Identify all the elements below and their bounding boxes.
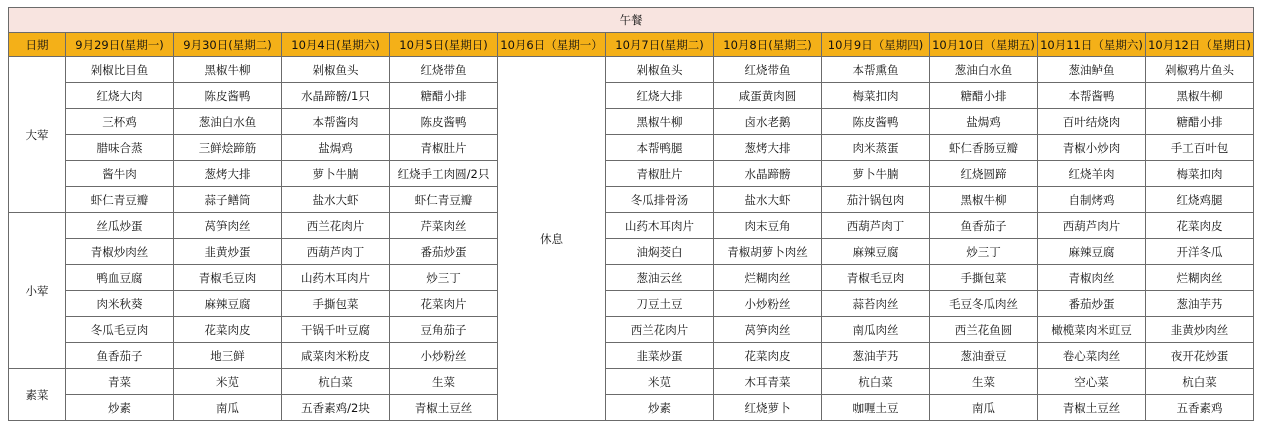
dish-cell[interactable]: 南瓜肉丝 <box>822 317 930 343</box>
dish-cell[interactable]: 山药木耳肉片 <box>282 265 390 291</box>
menu-row <box>9 161 1254 187</box>
dish-cell[interactable]: 鱼香茄子 <box>930 213 1038 239</box>
dish-cell[interactable]: 梅菜扣肉 <box>1146 161 1254 187</box>
dish-cell[interactable]: 咸菜肉米粉皮 <box>282 343 390 369</box>
header-date-cell[interactable]: 10月6日（星期一） <box>498 33 606 57</box>
dish-cell[interactable]: 红烧带鱼 <box>390 57 498 83</box>
dish-cell[interactable]: 西葫芦肉丁 <box>822 213 930 239</box>
dish-cell[interactable]: 黑椒牛柳 <box>174 57 282 83</box>
dish-cell[interactable]: 青椒肉丝 <box>1038 265 1146 291</box>
dish-cell[interactable]: 青椒小炒肉 <box>1038 135 1146 161</box>
dish-cell[interactable]: 盐焗鸡 <box>930 109 1038 135</box>
dish-cell[interactable]: 花菜肉片 <box>390 291 498 317</box>
dish-cell[interactable]: 麻辣豆腐 <box>1038 239 1146 265</box>
dish-cell[interactable]: 番茄炒蛋 <box>1038 291 1146 317</box>
dish-cell[interactable]: 冬瓜毛豆肉 <box>66 317 174 343</box>
dish-cell[interactable]: 杭白菜 <box>1146 369 1254 395</box>
dish-cell[interactable]: 手撕包菜 <box>282 291 390 317</box>
dish-cell[interactable]: 本帮酱鸭 <box>1038 83 1146 109</box>
dish-cell[interactable]: 炒三丁 <box>930 239 1038 265</box>
dish-cell[interactable]: 青椒毛豆肉 <box>822 265 930 291</box>
dish-cell[interactable]: 烂糊肉丝 <box>714 265 822 291</box>
header-date-cell[interactable]: 10月7日(星期二) <box>606 33 714 57</box>
dish-cell[interactable]: 葱油白水鱼 <box>174 109 282 135</box>
dish-cell[interactable]: 花菜肉皮 <box>174 317 282 343</box>
header-date-cell[interactable]: 10月10日（星期五) <box>930 33 1038 57</box>
dish-cell[interactable]: 炒素 <box>606 395 714 421</box>
menu-row <box>9 135 1254 161</box>
menu-row <box>9 83 1254 109</box>
dish-cell[interactable]: 韭黄炒蛋 <box>174 239 282 265</box>
dish-cell[interactable]: 番茄炒蛋 <box>390 239 498 265</box>
menu-row <box>9 109 1254 135</box>
dish-cell[interactable]: 黑椒牛柳 <box>930 187 1038 213</box>
dish-cell[interactable]: 虾仁青豆瓣 <box>66 187 174 213</box>
dish-cell[interactable]: 韭菜炒蛋 <box>606 343 714 369</box>
dish-cell[interactable]: 西兰花肉片 <box>606 317 714 343</box>
dish-cell[interactable]: 梅菜扣肉 <box>822 83 930 109</box>
dish-cell[interactable]: 青菜 <box>66 369 174 395</box>
dish-cell[interactable]: 花菜肉皮 <box>1146 213 1254 239</box>
dish-cell[interactable]: 花菜肉皮 <box>714 343 822 369</box>
dish-cell[interactable]: 盐水大虾 <box>714 187 822 213</box>
dish-cell[interactable]: 肉米蒸蛋 <box>822 135 930 161</box>
dish-cell[interactable]: 红烧大肉 <box>66 83 174 109</box>
title-row <box>9 8 1254 33</box>
dish-cell[interactable]: 葱油芋艿 <box>822 343 930 369</box>
dish-cell[interactable]: 莴笋肉丝 <box>174 213 282 239</box>
dish-cell[interactable]: 空心菜 <box>1038 369 1146 395</box>
header-date-cell[interactable]: 10月9日（星期四) <box>822 33 930 57</box>
dish-cell[interactable]: 咸蛋黄肉圆 <box>714 83 822 109</box>
dish-cell[interactable]: 剁椒鸦片鱼头 <box>1146 57 1254 83</box>
dish-cell[interactable]: 五香素鸡/2块 <box>282 395 390 421</box>
dish-cell[interactable]: 红烧萝卜 <box>714 395 822 421</box>
dish-cell[interactable]: 麻辣豆腐 <box>822 239 930 265</box>
dish-cell[interactable]: 五香素鸡 <box>1146 395 1254 421</box>
dish-cell[interactable]: 生菜 <box>390 369 498 395</box>
dish-cell[interactable]: 青椒胡萝卜肉丝 <box>714 239 822 265</box>
dish-cell[interactable]: 青椒土豆丝 <box>1038 395 1146 421</box>
header-date-cell[interactable]: 10月4日(星期六) <box>282 33 390 57</box>
dish-cell[interactable]: 肉末豆角 <box>714 213 822 239</box>
dish-cell[interactable]: 西兰花鱼圆 <box>930 317 1038 343</box>
menu-row <box>9 213 1254 239</box>
dish-cell[interactable]: 米苋 <box>174 369 282 395</box>
dish-cell[interactable]: 葱烤大排 <box>174 161 282 187</box>
dish-cell[interactable]: 三鲜烩蹄筋 <box>174 135 282 161</box>
dish-cell[interactable]: 肉米秋葵 <box>66 291 174 317</box>
header-date-cell[interactable]: 10月8日(星期三) <box>714 33 822 57</box>
dish-cell[interactable]: 萝卜牛腩 <box>822 161 930 187</box>
dish-cell[interactable]: 红烧带鱼 <box>714 57 822 83</box>
dish-cell[interactable]: 剁椒鱼头 <box>606 57 714 83</box>
dish-cell[interactable]: 红烧圆蹄 <box>930 161 1038 187</box>
dish-cell[interactable]: 南瓜 <box>930 395 1038 421</box>
dish-cell[interactable]: 咖喱土豆 <box>822 395 930 421</box>
dish-cell[interactable]: 毛豆冬瓜肉丝 <box>930 291 1038 317</box>
dish-cell[interactable]: 腊味合蒸 <box>66 135 174 161</box>
category-cell[interactable]: 素菜 <box>9 369 66 421</box>
dish-cell[interactable]: 杭白菜 <box>282 369 390 395</box>
dish-cell[interactable]: 红烧大排 <box>606 83 714 109</box>
dish-cell[interactable]: 开洋冬瓜 <box>1146 239 1254 265</box>
dish-cell[interactable]: 茄汁锅包肉 <box>822 187 930 213</box>
dish-cell[interactable]: 杭白菜 <box>822 369 930 395</box>
dish-cell[interactable]: 鸭血豆腐 <box>66 265 174 291</box>
dish-cell[interactable]: 炒三丁 <box>390 265 498 291</box>
dish-cell[interactable]: 橄榄菜肉米豇豆 <box>1038 317 1146 343</box>
dish-cell[interactable]: 蒜子鳝筒 <box>174 187 282 213</box>
dish-cell[interactable]: 萝卜牛腩 <box>282 161 390 187</box>
dish-cell[interactable]: 小炒粉丝 <box>714 291 822 317</box>
dish-cell[interactable]: 小炒粉丝 <box>390 343 498 369</box>
dish-cell[interactable]: 青椒土豆丝 <box>390 395 498 421</box>
dish-cell[interactable]: 夜开花炒蛋 <box>1146 343 1254 369</box>
menu-row <box>9 57 1254 83</box>
dish-cell[interactable]: 干锅千叶豆腐 <box>282 317 390 343</box>
dish-cell[interactable]: 剁椒比目鱼 <box>66 57 174 83</box>
dish-cell[interactable]: 蒜苔肉丝 <box>822 291 930 317</box>
dish-cell[interactable]: 本帮鸭腿 <box>606 135 714 161</box>
dish-cell[interactable]: 青椒炒肉丝 <box>66 239 174 265</box>
header-date-cell[interactable]: 10月12日（星期日) <box>1146 33 1254 57</box>
rest-day-cell[interactable]: 休息 <box>498 57 606 421</box>
menu-row <box>9 291 1254 317</box>
dish-cell[interactable]: 三杯鸡 <box>66 109 174 135</box>
dish-cell[interactable]: 葱油芋艿 <box>1146 291 1254 317</box>
header-date-cell[interactable]: 10月11日（星期六) <box>1038 33 1146 57</box>
dish-cell[interactable]: 本帮酱肉 <box>282 109 390 135</box>
menu-row <box>9 317 1254 343</box>
dish-cell[interactable]: 山药木耳肉片 <box>606 213 714 239</box>
dish-cell[interactable]: 刀豆土豆 <box>606 291 714 317</box>
dish-cell[interactable]: 糖醋小排 <box>1146 109 1254 135</box>
dish-cell[interactable]: 陈皮酱鸭 <box>390 109 498 135</box>
dish-cell[interactable]: 豆角茄子 <box>390 317 498 343</box>
dish-cell[interactable]: 虾仁香肠豆瓣 <box>930 135 1038 161</box>
dish-cell[interactable]: 卷心菜肉丝 <box>1038 343 1146 369</box>
dish-cell[interactable]: 生菜 <box>930 369 1038 395</box>
menu-row <box>9 395 1254 421</box>
dish-cell[interactable]: 黑椒牛柳 <box>1146 83 1254 109</box>
dish-cell[interactable]: 糖醋小排 <box>390 83 498 109</box>
dish-cell[interactable]: 丝瓜炒蛋 <box>66 213 174 239</box>
dish-cell[interactable]: 剁椒鱼头 <box>282 57 390 83</box>
dish-cell[interactable]: 西葫芦肉片 <box>1038 213 1146 239</box>
dish-cell[interactable]: 酱牛肉 <box>66 161 174 187</box>
dish-cell[interactable]: 手工百叶包 <box>1146 135 1254 161</box>
dish-cell[interactable]: 红烧手工肉圆/2只 <box>390 161 498 187</box>
dish-cell[interactable]: 陈皮酱鸭 <box>822 109 930 135</box>
dish-cell[interactable]: 西兰花肉片 <box>282 213 390 239</box>
dish-cell[interactable]: 葱油云丝 <box>606 265 714 291</box>
dish-cell[interactable]: 葱油鲈鱼 <box>1038 57 1146 83</box>
dish-cell[interactable]: 卤水老鹅 <box>714 109 822 135</box>
dish-cell[interactable]: 陈皮酱鸭 <box>174 83 282 109</box>
dish-cell[interactable]: 盐水大虾 <box>282 187 390 213</box>
dish-cell[interactable]: 青椒毛豆肉 <box>174 265 282 291</box>
dish-cell[interactable]: 糖醋小排 <box>930 83 1038 109</box>
menu-row <box>9 187 1254 213</box>
dish-cell[interactable]: 红烧羊肉 <box>1038 161 1146 187</box>
dish-cell[interactable]: 莴笋肉丝 <box>714 317 822 343</box>
menu-title[interactable]: 午餐 <box>9 8 1254 33</box>
dish-cell[interactable]: 水晶蹄髈/1只 <box>282 83 390 109</box>
dish-cell[interactable]: 红烧鸡腿 <box>1146 187 1254 213</box>
dish-cell[interactable]: 虾仁青豆瓣 <box>390 187 498 213</box>
dish-cell[interactable]: 本帮熏鱼 <box>822 57 930 83</box>
dish-cell[interactable]: 青椒肚片 <box>606 161 714 187</box>
header-date-cell[interactable]: 10月5日(星期日) <box>390 33 498 57</box>
dish-cell[interactable]: 麻辣豆腐 <box>174 291 282 317</box>
dish-cell[interactable]: 自制烤鸡 <box>1038 187 1146 213</box>
dish-cell[interactable]: 木耳青菜 <box>714 369 822 395</box>
dish-cell[interactable]: 米苋 <box>606 369 714 395</box>
dish-cell[interactable]: 手撕包菜 <box>930 265 1038 291</box>
dish-cell[interactable]: 葱油白水鱼 <box>930 57 1038 83</box>
dish-cell[interactable]: 水晶蹄髈 <box>714 161 822 187</box>
dish-cell[interactable]: 葱油蚕豆 <box>930 343 1038 369</box>
dish-cell[interactable]: 葱烤大排 <box>714 135 822 161</box>
dish-cell[interactable]: 炒素 <box>66 395 174 421</box>
lunch-menu-table <box>8 7 1254 421</box>
dish-cell[interactable]: 韭黄炒肉丝 <box>1146 317 1254 343</box>
menu-row <box>9 369 1254 395</box>
category-cell[interactable]: 大荤 <box>9 57 66 213</box>
header-date-cell[interactable]: 9月30日(星期二) <box>174 33 282 57</box>
menu-row <box>9 343 1254 369</box>
dish-cell[interactable]: 南瓜 <box>174 395 282 421</box>
dish-cell[interactable]: 盐焗鸡 <box>282 135 390 161</box>
header-date-label[interactable]: 日期 <box>9 33 66 57</box>
dish-cell[interactable]: 青椒肚片 <box>390 135 498 161</box>
menu-row <box>9 239 1254 265</box>
dish-cell[interactable]: 地三鲜 <box>174 343 282 369</box>
dish-cell[interactable]: 油焖茭白 <box>606 239 714 265</box>
dish-cell[interactable]: 烂糊肉丝 <box>1146 265 1254 291</box>
category-cell[interactable]: 小荤 <box>9 213 66 369</box>
dish-cell[interactable]: 黑椒牛柳 <box>606 109 714 135</box>
dish-cell[interactable]: 芹菜肉丝 <box>390 213 498 239</box>
header-row <box>9 33 1254 57</box>
dish-cell[interactable]: 百叶结烧肉 <box>1038 109 1146 135</box>
header-date-cell[interactable]: 9月29日(星期一) <box>66 33 174 57</box>
dish-cell[interactable]: 鱼香茄子 <box>66 343 174 369</box>
menu-row <box>9 265 1254 291</box>
dish-cell[interactable]: 西葫芦肉丁 <box>282 239 390 265</box>
dish-cell[interactable]: 冬瓜排骨汤 <box>606 187 714 213</box>
